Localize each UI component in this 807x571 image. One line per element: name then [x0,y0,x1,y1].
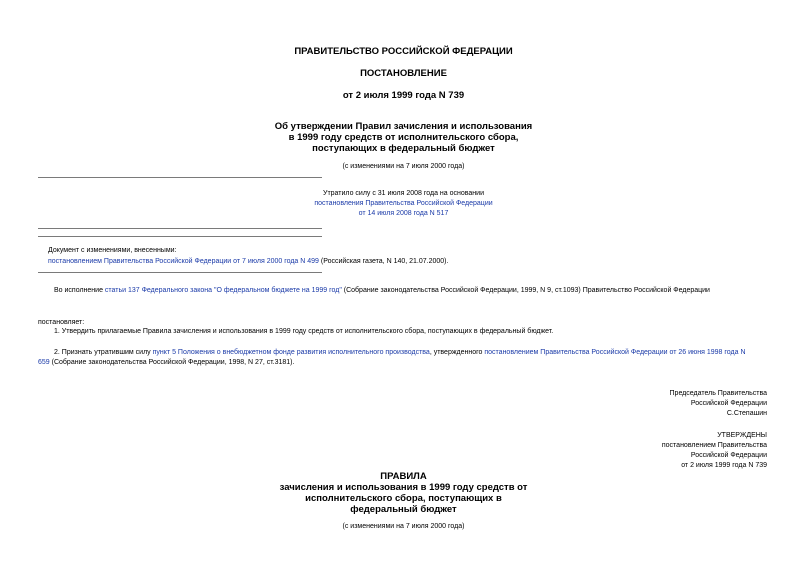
item-2-continuation [38,358,294,368]
approval-line-3: Российской Федерации [690,452,767,459]
preamble-paragraph [54,286,710,296]
expired-text: Утратило силу с 31 июля 2008 года на основании [323,190,484,197]
approval-line-2: постановлением Правительства [661,442,767,449]
item-2-text: 2. Признать утратившим силу [54,349,153,356]
repealed-clause-link[interactable]: пункт 5 Положения о внебюджетном фонде развития исполнительного производства [152,349,430,356]
item-2-mid-text: , утвержденного [429,349,485,356]
rules-title-block [0,471,807,515]
approval-date: от 2 июля 1999 года N 739 [681,462,767,469]
changes-link[interactable]: постановлением Правительства Российской Федерации от 7 июля 2000 года N 499 [48,258,319,265]
rules-title-line-2: исполнительского сбора, поступающих в [305,493,502,504]
rules-amendment-note: (с изменениями на 7 июля 2000 года) [342,523,465,530]
signature-country: Российской Федерации [690,400,767,407]
title-line-2: в 1999 году средств от исполнительского сбора, [288,132,519,143]
resolves-label: постановляет: [38,319,85,326]
rules-title-line-1: зачисления и использования в 1999 году средств от [279,482,528,493]
item-2-source: (Собрание законодательства Российской Федерации, 1998, N 27, ст.3181). [49,359,295,366]
title-line-1: Об утверждении Правил зачисления и использования [274,121,533,132]
preamble-text-end: (Собрание законодательства Российской Федерации, 1999, N 9, ст.1093) Правительство Российской Федерации [341,287,710,294]
divider [38,228,322,229]
resolution-link[interactable]: постановлением Правительства Российской Федерации от 26 июня 1998 года N [484,349,746,356]
government-heading: ПРАВИТЕЛЬСТВО РОССИЙСКОЙ ФЕДЕРАЦИИ [294,46,513,57]
rules-title: ПРАВИЛА [380,471,427,482]
signature-block [670,389,767,419]
changes-intro: Документ с изменениями, внесенными: [48,247,177,254]
rules-title-line-3: федеральный бюджет [350,504,457,515]
law-article-link[interactable]: статьи 137 Федерального закона "О федеральном бюджете на 1999 год" [104,287,342,294]
item-2 [54,348,746,358]
expired-link-line-1[interactable]: постановления Правительства Российской Федерации [314,200,493,207]
changes-line [48,257,448,267]
changes-source: (Российская газета, N 140, 21.07.2000). [318,258,449,265]
signature-name: С.Степашин [726,410,767,417]
document-type: ПОСТАНОВЛЕНИЕ [360,68,447,79]
divider [38,236,322,237]
divider [38,177,322,178]
approval-block [662,431,767,471]
approval-heading: УТВЕРЖДЕНЫ [717,432,767,439]
resolution-link-number[interactable]: 659 [38,359,50,366]
expired-note [0,189,807,219]
document-date-number: от 2 июля 1999 года N 739 [342,90,465,101]
preamble-text: Во исполнение [54,287,105,294]
title-line-3: поступающих в федеральный бюджет [312,143,495,154]
signature-title: Председатель Правительства [669,390,767,397]
expired-link-line-2[interactable]: от 14 июля 2008 года N 517 [358,210,449,217]
divider [38,272,322,273]
document-title [0,121,807,154]
item-1: 1. Утвердить прилагаемые Правила зачисления и использования в 1999 году средств от исполнительского сбора, поступающих в федеральный бюджет. [54,328,554,335]
amendment-note: (с изменениями на 7 июля 2000 года) [342,163,465,170]
